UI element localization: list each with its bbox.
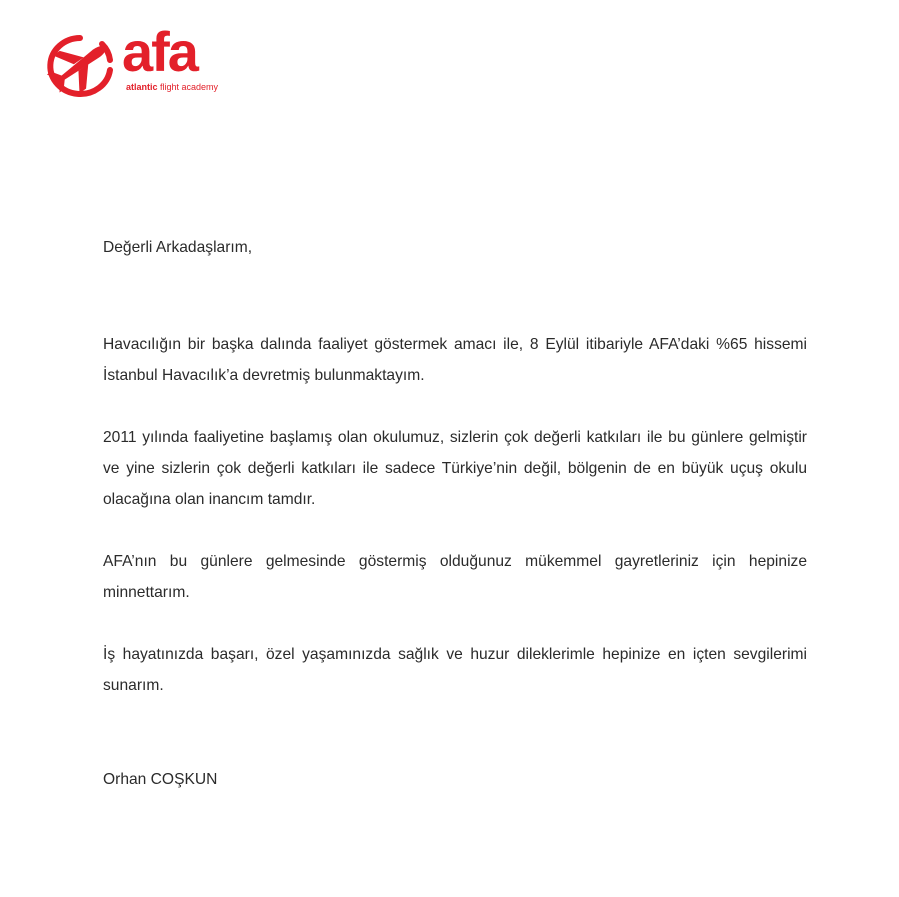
logo-tagline [126,82,218,92]
logo-tagline-bold: atlantic [126,82,158,92]
letter-paragraph-3: AFA’nın bu günlere gelmesinde göstermiş olduğunuz mükemmel gayretleriniz için hepinize minnettarım. [103,553,807,601]
letter-paragraph-4: İş hayatınızda başarı, özel yaşamınızda sağlık ve huzur dileklerimle hepinize en içten sevgilerimi sunarım. [103,646,807,694]
afa-logo [40,20,240,100]
letter-signature: Orhan COŞKUN [103,771,218,788]
airplane-logo-icon [40,30,120,100]
logo-wordmark: afa [122,20,197,83]
letter-paragraph-1: Havacılığın bir başka dalında faaliyet göstermek amacı ile, 8 Eylül itibariyle AFA’daki %65 hissemi İstanbul Havacılık’a devretmiş bulunmaktayım. [103,336,807,384]
logo-tagline-rest: flight academy [157,82,219,92]
letter-body [103,232,807,811]
letter-paragraph-2: 2011 yılında faaliyetine başlamış olan okulumuz, sizlerin çok değerli katkıları ile bu günlere gelmiştir ve yine sizlerin çok değerli katkıları ile sadece Türkiye’nin değil, bölgenin de en büyük uçuş okulu olacağına olan inancım tamdır. [103,429,807,508]
letter-greeting: Değerli Arkadaşlarım, [103,239,253,256]
